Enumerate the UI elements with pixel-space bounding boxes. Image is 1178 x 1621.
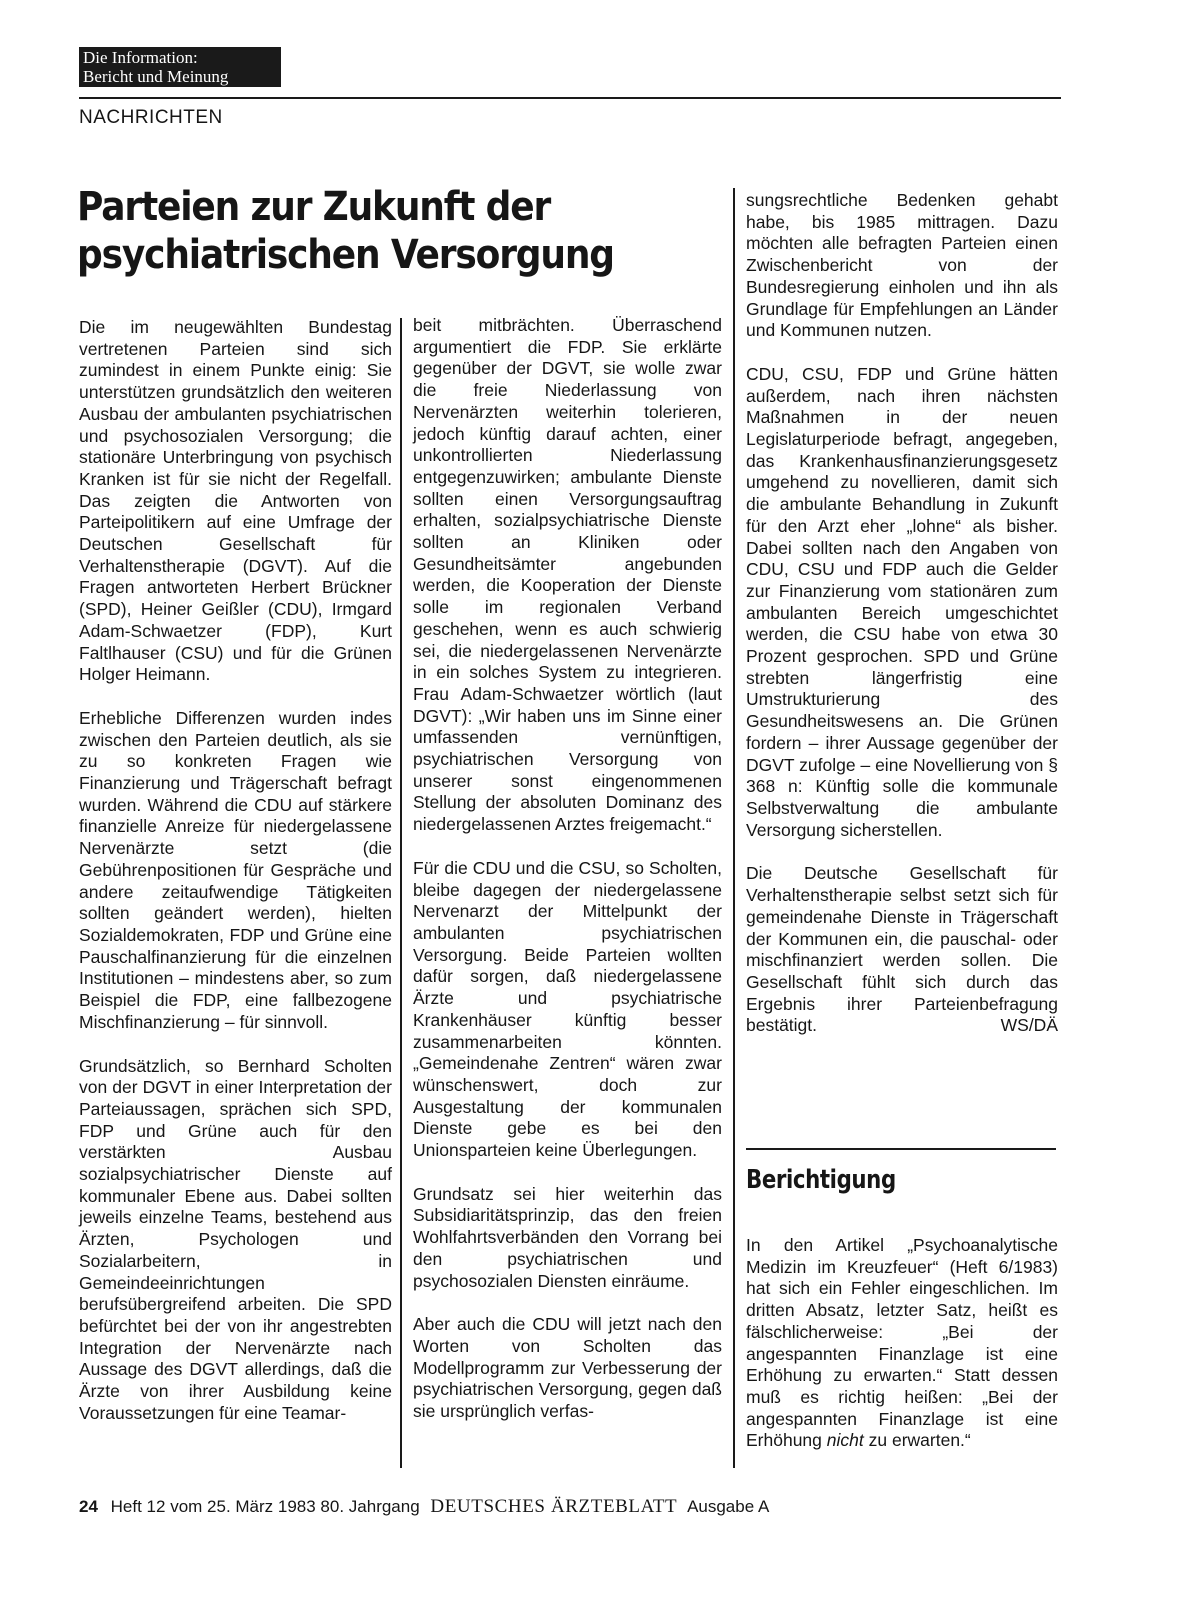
correction-title: Berichtigung [746,1165,896,1195]
paragraph-text: Die Deutsche Gesellschaft für Verhaltenstherapie selbst setzt sich für gemeindenahe Dienste in Trägerschaft der Kommunen ein, die pauschal- oder mischfinanziert werden sollen. Die Gesellschaft fühlt sich durch das Ergebnis ihrer Parteienbefragung bestätigt. [746,863,1058,1036]
journal-name: DEUTSCHES ÄRZTEBLATT [430,1496,678,1517]
paragraph: beit mitbrächten. Überraschend argumentiert die FDP. Sie erklärte gegenüber der DGVT, sie wolle zwar die freie Niederlassung von Nervenärzten weiterhin tolerieren, jedoch künftig darauf achten, einer unkontrollierten Niederlassung entgegenzuwirken; ambulante Dienste sollten einen Versorgungsauftrag erhalten, sozialpsychiatrische Dienste sollten an Kliniken oder Gesundheitsämter angebunden werden, die Kooperation der Dienste solle im regionalen Verband geschehen, wenn es auch schwierig sei, die niedergelassenen Nervenärzte in ein solches System zu integrieren. Frau Adam-Schwaetzer wörtlich (laut DGVT): „Wir haben uns im Sinne einer umfassenden vernünftigen, psychiatrischen Versorgung von unserer sonst eingenommenen Stellung der absoluten Dominanz des niedergelassenen Arztes freigemacht.“ [413,315,722,835]
article-headline [77,183,653,279]
paragraph: Grundsatz sei hier weiterhin das Subsidiaritätsprinzip, das den freien Wohlfahrtsverbänden den Vorrang bei den psychiatrischen und psychosozialen Diensten einräume. [413,1183,722,1291]
paragraph: sungsrechtliche Bedenken gehabt habe, bis 1985 mittragen. Dazu möchten alle befragten Parteien einen Zwischenbericht von der Bundesregierung einholen und ihn als Grundlage für Empfehlungen an Länder und Kommunen nutzen. [746,190,1058,341]
article-column-3 [746,190,1058,1037]
page-footer [79,1496,769,1518]
paragraph: Die im neugewählten Bundestag vertretenen Parteien sind sich zumindest in einem Punkte einig: Sie unterstützen grundsätzlich den weiteren Ausbau der ambulanten psychiatrischen und psychosozialen Versorgung; die stationäre Unterbringung von psychisch Kranken ist für sie nicht der Regelfall. Das zeigten die Antworten von Parteipolitikern auf eine Umfrage der Deutschen Gesellschaft für Verhaltenstherapie (DGVT). Auf die Fragen antworteten Herbert Brückner (SPD), Heiner Geißler (CDU), Irmgard Adam-Schwaetzer (FDP), Kurt Faltlhauser (CSU) und für die Grünen Holger Heimann. [79,317,392,685]
section-label: NACHRICHTEN [79,107,223,128]
article-column-2 [413,315,722,1445]
correction-text-end: zu erwarten.“ [868,1430,971,1451]
rubric-badge [79,47,281,87]
headline-line-2: psychiatrischen Versorgung [77,232,614,278]
paragraph: Für die CDU und die CSU, so Scholten, bleibe dagegen der niedergelassene Nervenarzt der Mittelpunkt der ambulanten psychiatrischen Versorgung. Beide Parteien wollten dafür sorgen, daß niedergelassene Ärzte und psychiatrische Krankenhäuser künftig besser zusammenarbeiten könnten. „Gemeindenahe Zentren“ wären zwar wünschenswert, doch zur Ausgestaltung der kommunalen Dienste gebe es bei den Unionsparteien keine Überlegungen. [413,857,722,1161]
paragraph: Grundsätzlich, so Bernhard Scholten von der DGVT in einer Interpretation der Parteiaussagen, sprächen sich SPD, FDP und Grüne auch für den verstärkten Ausbau sozialpsychiatrischer Dienste auf kommunaler Ebene aus. Dabei sollten jeweils einzelne Teams, bestehend aus Ärzten, Psychologen und Sozialarbeitern, in Gemeindeeinrichtungen berufsübergreifend arbeiten. Die SPD befürchtet bei der von ihr angestrebten Integration der Nervenärzte nach Aussage des DGVT allerdings, daß die Ärzte von ihrer Ausbildung keine Voraussetzungen für eine Teamar- [79,1055,392,1423]
rubric-line-2: Bericht und Meinung [83,67,229,86]
paragraph: Erhebliche Differenzen wurden indes zwischen den Parteien deutlich, als sie zu so konkreten Fragen wie Finanzierung und Trägerschaft befragt wurden. Während die CDU auf stärkere finanzielle Anreize für niedergelassene Nervenärzte setzt (die Gebührenpositionen für Gespräche und andere zeitaufwendige Tätigkeiten sollten geändert werden), hielten Sozialdemokraten, FDP und Grüne eine Pauschalfinanzierung für die einzelnen Institutionen – mindestens aber, so zum Beispiel die FDP, eine fallbezogene Mischfinanzierung – für sinnvoll. [79,707,392,1032]
edition: Ausgabe A [687,1497,770,1516]
paragraph: CDU, CSU, FDP und Grüne hätten außerdem, nach ihren nächsten Maßnahmen in der neuen Legislaturperiode befragt, angegeben, das Krankenhausfinanzierungsgesetz umgehend zu novellieren, damit sich die ambulante Behandlung in Zukunft für den Arzt eher „lohne“ als bisher. Dabei sollten nach den Angaben von CDU, CSU und FDP auch die Gelder zur Finanzierung vom stationären zum ambulanten Bereich umgeschichtet werden, die CSU habe von etwa 30 Prozent gesprochen. SPD und Grüne strebten längerfristig eine Umstrukturierung des Gesundheitswesens an. Die Grünen fordern – ihrer Aussage gegenüber der DGVT zufolge – eine Novellierung von § 368 n: Künftig solle die kommunale Selbstverwaltung die ambulante Versorgung sicherstellen. [746,363,1058,840]
headline-line-1: Parteien zur Zukunft der [77,184,551,230]
paragraph [746,863,1058,1037]
article-column-1 [79,317,392,1446]
correction-paragraph [746,1235,1058,1452]
correction-text: In den Artikel „Psychoanalytische Medizin im Kreuzfeuer“ (Heft 6/1983) hat sich ein Fehler eingeschlichen. Im dritten Absatz, letzter Satz, heißt es fälschlicherweise: „Bei der angespannten Finanzlage ist eine Erhöhung zu erwarten.“ Statt dessen muß es richtig heißen: „Bei der angespannten Finanzlage ist eine Erhöhung [746,1235,1058,1451]
issue-info: Heft 12 vom 25. März 1983 80. Jahrgang [110,1497,420,1516]
paragraph: Aber auch die CDU will jetzt nach den Worten von Scholten das Modellprogramm zur Verbesserung der psychiatrischen Versorgung, gegen daß sie ursprünglich verfas- [413,1314,722,1422]
top-rule [79,97,1061,99]
column-divider [733,188,735,1468]
correction-emphasis: nicht [826,1430,864,1451]
correction-rule [746,1148,1056,1150]
rubric-line-1: Die Information: [83,48,198,67]
author-signature: WS/DÄ [1000,1015,1058,1036]
page-number: 24 [79,1497,98,1516]
correction-body [746,1235,1058,1474]
column-divider [400,318,402,1468]
